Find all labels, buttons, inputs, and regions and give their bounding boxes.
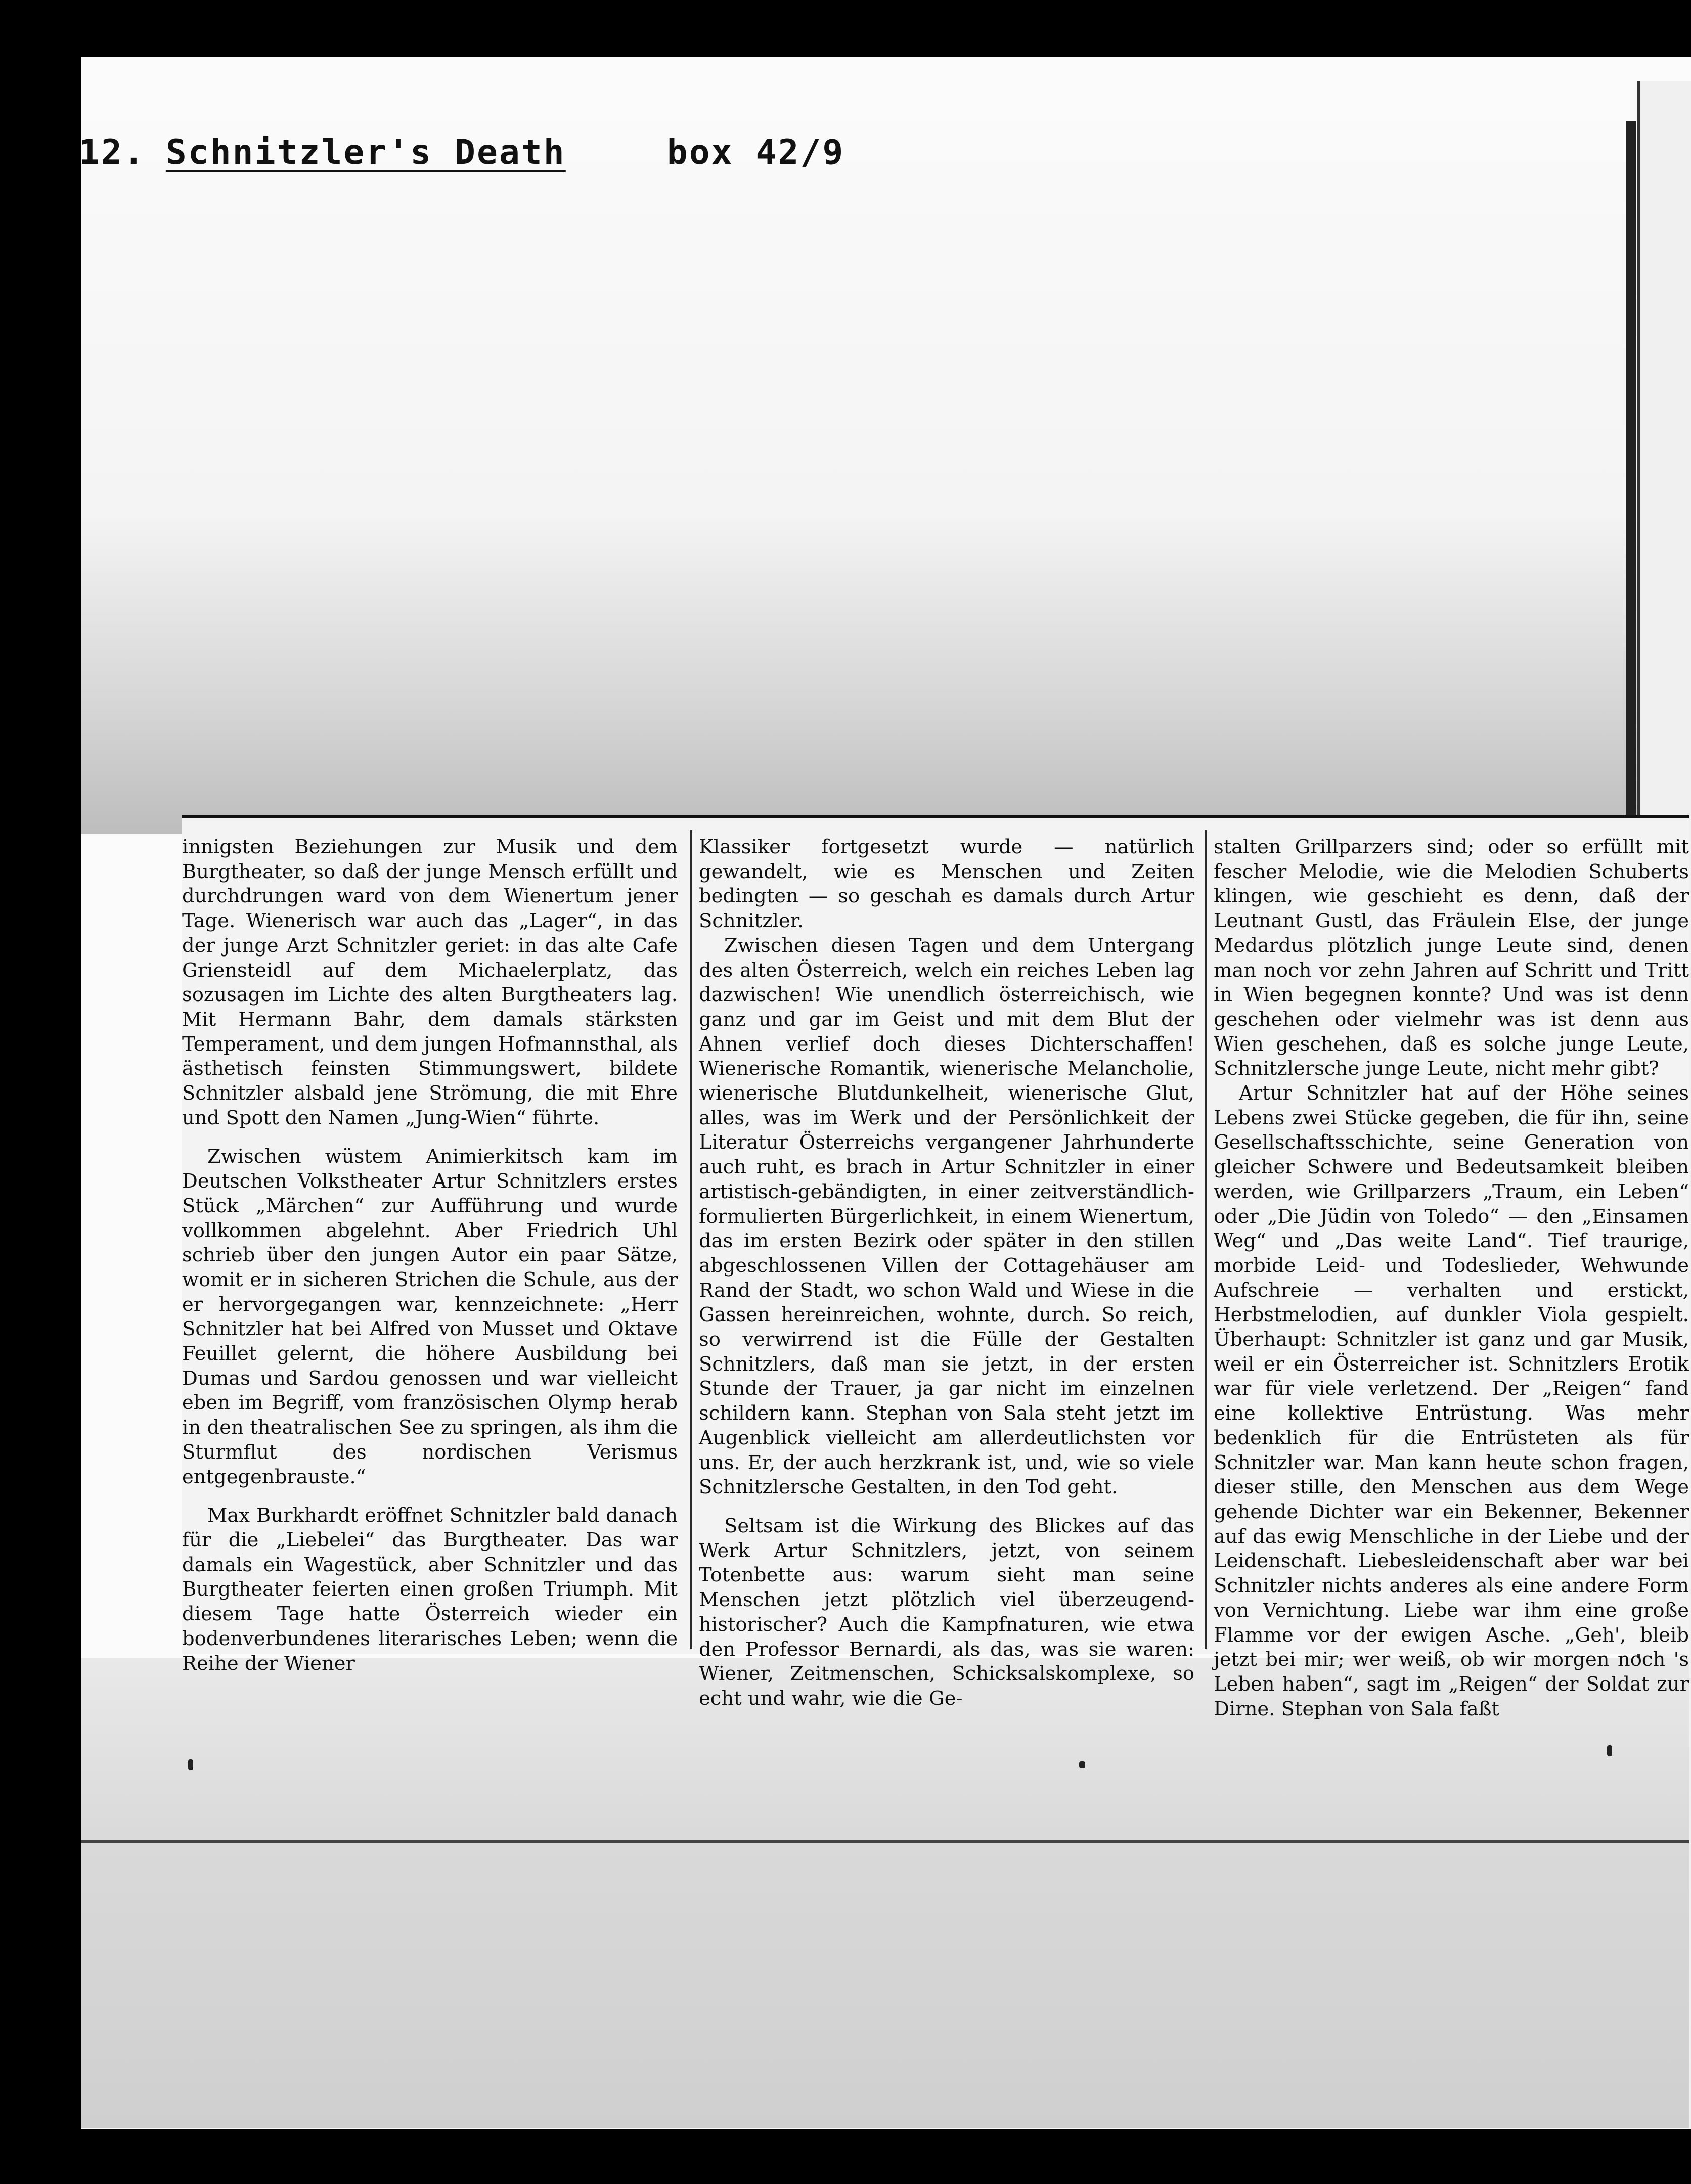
scan-speck	[1079, 1761, 1085, 1768]
header-number: 12.	[79, 132, 146, 172]
mount-paper-upper	[81, 121, 1638, 834]
column-1-paragraph-1: innigsten Beziehungen zur Musik und dem Burgtheater, so daß der junge Mensch erfüllt und durchdrungen ward von dem Wienertum jener Tage. Wienerisch war auch das „Lager“, in das der junge Arzt Schnitzler geriet: in das alte Cafe Griensteidl auf dem Michaelerplatz, das sozusagen im Lichte des alten Burgtheaters lag. Mit Hermann Bahr, dem damals stärksten Temperament, und dem jungen Hofmannsthal, als ästhetisch feinsten Stimmungswert, bildete Schnitzler alsbald jene Strömung, die mit Ehre und Spott den Namen „Jung-Wien“ führte.	[182, 836, 678, 1129]
column-1-paragraph-2: Zwischen wüstem Animierkitsch kam im Deutschen Volkstheater Artur Schnitzlers erstes Stück „Märchen“ zur Aufführung und wurde vollkommen abgelehnt. Aber Friedrich Uhl schrieb über den jungen Autor ein paar Sätze, womit er in sicheren Strichen die Schule, aus der er hervorgegangen war, kennzeichnete: „Herr Schnitzler hat bei Alfred von Musset und Oktave Feuillet gelernt, die höhere Ausbildung bei Dumas und Sardou genossen und war vielleicht eben im Begriff, vom französischen Olymp herab in den theatralischen See zu springen, als ihm die Sturmflut des nordischen Verismus entgegenbrauste.“	[182, 1145, 678, 1488]
column-divider-2	[1205, 830, 1207, 1649]
mount-paper-edge	[1626, 121, 1636, 839]
article-column-2	[699, 835, 1194, 1710]
mount-paper-lower	[81, 1658, 1689, 2128]
column-divider-1	[690, 830, 692, 1649]
scan-speck	[1607, 1745, 1612, 1756]
column-2-paragraph-2: Zwischen diesen Tagen und dem Untergang des alten Österreich, welch ein reiches Leben lag dazwischen! Wie unendlich österreichisch, wie ganz und gar im Geist und mit dem Blut der Ahnen verlief doch dieses Dichterschaffen! Wienerische Romantik, wienerische Melancholie, wienerische Blutdunkelheit, wienerische Glut, alles, was im Werk und der Persönlichkeit der Literatur Österreichs vergangener Jahrhunderte auch ruht, es brach in Artur Schnitzler in einer artistisch-gebändigten, in einer zeitverständlich-formulierten Bürgerlichkeit, in einem Wienertum, das im ersten Bezirk oder später in den stillen abgeschlossenen Villen der Cottagehäuser am Rand der Stadt, wo schon Wald und Wiese in die Gassen hereinreichen, wohnte, durch. So reich, so verwirrend ist die Fülle der Gestalten Schnitzlers, daß man sie jetzt, in der ersten Stunde der Trauer, ja gar nicht im einzelnen schildern kann. Stephan von Sala steht jetzt im Augenblick vielleicht am allerdeutlichsten vor uns. Er, der auch herzkrank ist, und, wie so viele Schnitzlersche Gestalten, in den Tod geht.	[699, 934, 1194, 1499]
header-box-label: box 42/9	[666, 132, 845, 172]
column-1-paragraph-3: Max Burkhardt eröffnet Schnitzler bald danach für die „Liebelei“ das Burgtheater. Das war damals ein Wagestück, aber Schnitzler und das Burgtheater feierten einen großen Triumph. Mit diesem Tage hatte Österreich wieder ein bodenverbundenes literarisches Leben; wenn die Reihe der Wiener	[182, 1504, 678, 1675]
column-3-paragraph-1: stalten Grillparzers sind; oder so erfüllt mit fescher Melodie, wie die Melodien Schuberts klingen, wie geschieht es denn, daß der Leutnant Gustl, das Fräulein Else, der junge Medardus plötzlich junge Leute sind, denen man noch vor zehn Jahren auf Schritt und Tritt in Wien begegnen konnte? Und was ist denn geschehen oder vielmehr was ist denn aus Wien geschehen, daß es solche junge Leute, Schnitzlersche junge Leute, nicht mehr gibt?	[1214, 836, 1689, 1080]
clipping-top-rule	[182, 815, 1689, 818]
article-column-1	[182, 835, 678, 1675]
archive-header	[81, 132, 844, 172]
header-title: Schnitzler's Death	[165, 132, 566, 172]
column-2-paragraph-3: Seltsam ist die Wirkung des Blickes auf das Werk Artur Schnitzlers, jetzt, von seinem Totenbette aus: warum sieht man seine Menschen jetzt plötzlich viel überzeugend-historischer? Auch die Kampfnaturen, wie etwa den Professor Bernardi, als das, was sie waren: Wiener, Zeitmenschen, Schicksalskomplexe, so echt und wahr, wie die Ge-	[699, 1514, 1194, 1710]
scan-speck	[188, 1759, 193, 1770]
newspaper-clipping	[182, 815, 1689, 1720]
column-3-paragraph-2: Artur Schnitzler hat auf der Höhe seines Lebens zwei Stücke gegeben, die für ihn, seine Gesellschaftsschichte, seine Generation von gleicher Schwere und Bedeutsamkeit bleiben werden, wie Grillparzers „Traum, ein Leben“ oder „Die Jüdin von Toledo“ — den „Einsamen Weg“ und „Das weite Land“. Tief traurige, morbide Leid- und Todeslieder, Wehwunde Aufschreie — verhalten und erstickt, Herbstmelodien, auf dunkler Viola gespielt. Überhaupt: Schnitzler ist ganz und gar Musik, weil er ein Österreicher ist. Schnitzlers Erotik war für viele verletzend. Der „Reigen“ fand eine kollektive Entrüstung. Was mehr bedenklich für die Entrüsteten als für Schnitzler war. Man kann heute schon fragen, dieser stille, den Menschen aus dem Wege gehende Dichter war ein Bekenner, Bekenner auf das ewig Menschliche in der Liebe und der Leidenschaft. Liebesleidenschaft aber war bei Schnitzler nichts anderes als eine andere Form von Vernichtung. Liebe war ihm eine große Flamme vor der ewigen Asche. „Geh', bleib jetzt bei mir; wer weiß, ob wir morgen noch 's Leben haben“, sagt im „Reigen“ der Soldat zur Dirne. Stephan von Sala faßt	[1214, 1082, 1689, 1720]
article-column-3	[1214, 835, 1689, 1720]
column-2-paragraph-1: Klassiker fortgesetzt wurde — natürlich gewandelt, wie es Menschen und Zeiten bedingten — so geschah es damals durch Artur Schnitzler.	[699, 836, 1194, 933]
mount-paper-fold-line	[81, 1840, 1689, 1843]
